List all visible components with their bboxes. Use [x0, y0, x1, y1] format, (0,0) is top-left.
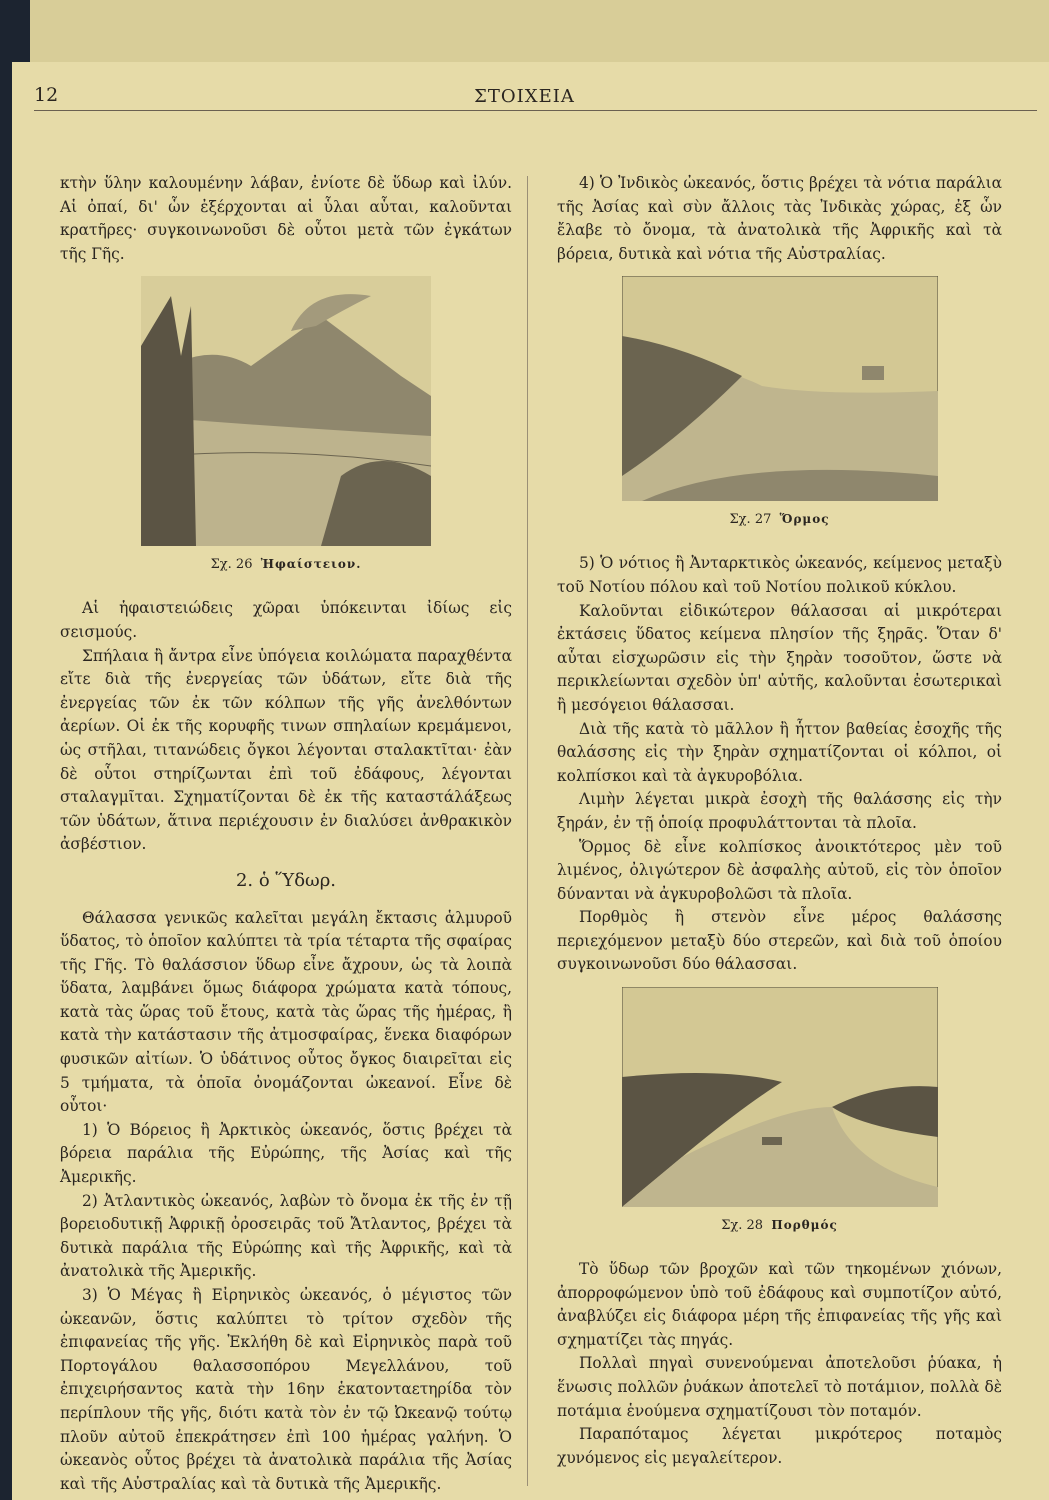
header-rule [34, 110, 1037, 111]
volcano-illustration [141, 276, 431, 546]
paragraph: Παραπόταμος λέγεται μικρότερος ποταμὸς χυνόμενος εἰς μεγαλείτερον. [557, 1425, 1002, 1467]
strait-illustration [622, 987, 938, 1207]
figure-title: Ὅρμος [779, 512, 830, 527]
figure-number: Σχ. 28 [721, 1218, 764, 1234]
figure-number: Σχ. 27 [729, 512, 772, 528]
paragraph: Σπήλαια ἢ ἄντρα εἶνε ὑπόγεια κοιλώματα παραχθέντα εἴτε διὰ τῆς ἐνεργείας τῶν ὑδάτων, εἴτε διὰ τῆς ἐνεργείας τῶν ἐκ τῶν κόλπων τῆς γῆς ἀνελθόντων ἀερίων. Οἱ ἐκ τῆς κορυφῆς τινων σπηλαίων κρεμάμενοι, ὡς στῆλαι, τιτανώδεις ὄγκοι λέγονται σταλακτῖται· ἐὰν δὲ οὗτοι στηρίζωνται ἐπὶ τοῦ ἐδάφους, λέγονται σταλαγμῖται. Σχηματίζονται δὲ ἐκ τῆς καταστάλάξεως τῶν ὑδάτων, ἅτινα περιέχουσιν ἐν διαλύσει ἀνθρακικὸν ἀσβέστιον. [60, 646, 512, 854]
paragraph: Πολλαὶ πηγαὶ συνενούμεναι ἀποτελοῦσι ῥύακα, ἡ ἕνωσις πολλῶν ῥυάκων ἀποτελεῖ τὸ ποτάμιον, πολλὰ δὲ ποτάμια ἑνούμενα σχηματίζουσι τὸν ποταμόν. [557, 1354, 1002, 1420]
paragraph: Θάλασσα γενικῶς καλεῖται μεγάλη ἔκτασις ἁλμυροῦ ὕδατος, τὸ ὁποῖον καλύπτει τὰ τρία τέταρτα τῆς σφαίρας τῆς Γῆς. Τὸ θαλάσσιον ὕδωρ εἶνε ἄχρουν, ὡς τὰ λοιπὰ ὕδατα, λαμβάνει ὅμως διάφορα χρώματα κατὰ τόπους, κατὰ τὰς ὥρας τοῦ ἔτους, κατὰ τὰς ὥρας τῆς ἡμέρας, ἢ κατὰ τὴν κατάστασιν τῆς ἀτμοσφαίρας, ἕνεκα διαφόρων φυσικῶν αἰτίων. Ὁ ὑδάτινος οὗτος ὄγκος διαιρεῖται εἰς 5 τμήματα, τὰ ὁποῖα ὀνομάζονται ὠκεανοί. Εἶνε δὲ οὗτοι· [60, 908, 512, 1116]
right-column [557, 172, 1002, 1470]
column-divider [527, 176, 528, 1486]
paragraph: 5) Ὁ νότιος ἢ Ἀνταρκτικὸς ὠκεανός, κείμενος μεταξὺ τοῦ Νοτίου πόλου καὶ τοῦ Νοτίου πολικοῦ κύκλου. [557, 554, 1002, 596]
figure-number: Σχ. 26 [210, 557, 253, 573]
paragraph: 2) Ἀτλαντικὸς ὠκεανός, λαβὼν τὸ ὄνομα ἐκ τῆς ἐν τῇ βορειοδυτικῇ Ἀφρικῇ ὀροσειρᾶς τοῦ Ἄτλαντος, βρέχει τὰ δυτικὰ παράλια τῆς Εὐρώπης καὶ τῆς Ἀφρικῆς, καὶ τὰ ἀνατολικὰ τῆς Ἀμερικῆς. [60, 1191, 512, 1281]
paragraph: 1) Ὁ Βόρειος ἢ Ἀρκτικὸς ὠκεανός, ὅστις βρέχει τὰ βόρεια παράλια τῆς Εὐρώπης, τῆς Ἀσίας καὶ τῆς Ἀμερικῆς. [60, 1120, 512, 1187]
paragraph: 4) Ὁ Ἰνδικὸς ὠκεανός, ὅστις βρέχει τὰ νότια παράλια τῆς Ἀσίας καὶ σὺν ἄλλοις τὰς Ἰνδικὰς χώρας, ἐξ ὧν ἔλαβε τὸ ὄνομα, τὰ ἀνατολικὰ τῆς Ἀφρικῆς καὶ τὰ βόρεια, δυτικὰ καὶ νότια τῆς Αὐστραλίας. [557, 174, 1002, 263]
paragraph: κτὴν ὕλην καλουμένην λάβαν, ἐνίοτε δὲ ὕδωρ καὶ ἰλύν. Αἱ ὀπαί, δι' ὧν ἐξέρχονται αἱ ὗλαι αὗται, καλοῦνται κρατῆρες· συγκοινωνοῦσι δὲ οὗτοι μετὰ τῶν ἐγκάτων τῆς Γῆς. [60, 174, 512, 263]
paragraph: Ὅρμος δὲ εἶνε κολπίσκος ἀνοικτότερος μὲν τοῦ λιμένος, ὀλιγώτερον δὲ ἀσφαλὴς αὐτοῦ, εἰς τὸν ὁποῖον δύνανται νὰ ἀγκυροβολῶσι τὰ πλοῖα. [557, 837, 1002, 903]
paragraph: Πορθμὸς ἢ στενὸν εἶνε μέρος θαλάσσης περιεχόμενον μεταξὺ δύο στερεῶν, καὶ διὰ τοῦ ὁποίου συγκοινωνοῦσι δύο θάλασσαι. [557, 908, 1002, 974]
figure-27-caption [557, 509, 1002, 530]
figure-26-caption [60, 554, 512, 575]
paragraph: Τὸ ὕδωρ τῶν βροχῶν καὶ τῶν τηκομένων χιόνων, ἀπορροφώμενον ὑπὸ τοῦ ἐδάφους καὶ συμποτίζον αὐτό, ἀναβλύζει εἰς διάφορα μέρη τῆς ἐπιφανείας τῆς γῆς καὶ σχηματίζει τὰς πηγάς. [557, 1260, 1002, 1349]
figure-28-caption [557, 1215, 1002, 1236]
figure-title: Ἠφαίστειον. [260, 557, 362, 572]
back-sheet [30, 0, 1049, 70]
section-heading: 2. ὁ Ὕδωρ. [235, 869, 337, 891]
figure-title: Πορθμός [771, 1218, 838, 1233]
paragraph: Καλοῦνται εἰδικώτερον θάλασσαι αἱ μικρότεραι ἐκτάσεις ὕδατος κείμενα πλησίον τῆς ξηρᾶς. Ὅταν δ' αὗται εἰσχωρῶσιν εἰς τὴν ξηρὰν τοσοῦτον, ὥστε νὰ περικλείωνται σχεδὸν ὑπ' αὐτῆς, καλοῦνται ἐσωτερικαὶ ἢ μεσόγειοι θάλασσαι. [557, 601, 1002, 714]
bay-illustration [622, 276, 938, 501]
paragraph: Διὰ τῆς κατὰ τὸ μᾶλλον ἢ ἧττον βαθείας ἐσοχῆς τῆς θαλάσσης εἰς τὴν ξηρὰν σχηματίζονται οἱ κόλποι, οἱ κολπίσκοι καὶ τὰ ἀγκυροβόλια. [557, 719, 1002, 785]
page-number: 12 [34, 84, 59, 106]
paragraph: 3) Ὁ Μέγας ἢ Εἰρηνικὸς ὠκεανός, ὁ μέγιστος τῶν ὠκεανῶν, ὅστις καλύπτει τὸ τρίτον σχεδὸν τῆς ἐπιφανείας τῆς γῆς. Ἐκλήθη δὲ καὶ Εἰρηνικὸς παρὰ τοῦ Πορτογάλου θαλασσοπόρου Μεγελλάνου, τοῦ ἐπιχειρήσαντος κατὰ τὴν 16ην ἑκατονταετηρίδα τὸν περίπλουν τῆς γῆς, διότι κατὰ τὸν ἐν τῷ Ὠκεανῷ τούτῳ πλοῦν αὐτοῦ ἐπεκράτησεν ἐπὶ 100 ἡμέρας γαλήνη. Ὁ ὠκεανὸς οὗτος βρέχει τὰ ἀνατολικὰ παράλια τῆς Ἀσίας καὶ τῆς Αὐστραλίας καὶ τὰ δυτικὰ τῆς Ἀμερικῆς. [60, 1286, 512, 1493]
paragraph: Λιμὴν λέγεται μικρὰ ἐσοχὴ τῆς θαλάσσης εἰς τὴν ξηράν, ἐν τῇ ὁποίᾳ προφυλάττονται τὰ πλοῖα. [557, 790, 1002, 832]
left-column [60, 172, 512, 1496]
paragraph: Αἱ ἡφαιστειώδεις χῶραι ὑπόκεινται ἰδίως εἰς σεισμούς. [60, 599, 512, 641]
running-title: ΣΤΟΙΧΕΙΑ [474, 86, 575, 107]
